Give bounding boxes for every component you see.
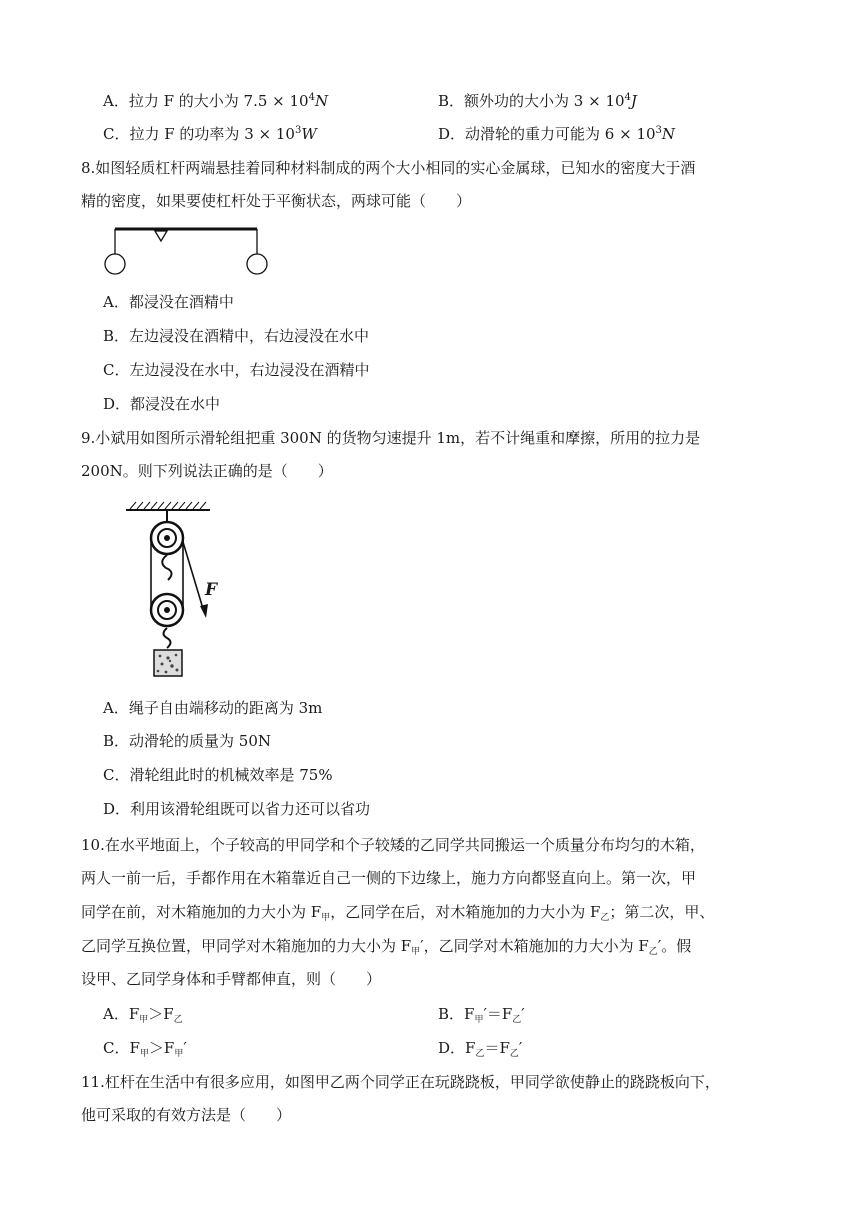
q11-stem-line-1: 11.杠杆在生活中有很多应用，如图甲乙两个同学正在玩跷跷板，甲同学欲使静止的跷跷板向下， — [81, 1073, 720, 1091]
q8-option-b: B．左边浸没在酒精中，右边浸没在水中 — [103, 327, 370, 345]
q7-option-a: A．拉力 F 的大小为 $7.5 \times 10^4N$ — [103, 92, 329, 110]
q8-lever-figure — [100, 222, 275, 278]
q9-option-d: D．利用该滑轮组既可以省力还可以省功 — [103, 800, 371, 818]
q9-force-label: F — [205, 580, 218, 600]
q10-stem-line-3: 同学在前，对木箱施加的力大小为 $F_甲$，乙同学在后，对木箱施加的力大小为 $F_乙$；第二次，甲、 — [81, 903, 715, 923]
q7-option-b: B．额外功的大小为 $3 \times 10^4J$ — [438, 92, 637, 110]
q11-stem-line-2: 他可采取的有效方法是（ ） — [81, 1106, 292, 1124]
q10-option-b: B．$F_甲'=F_乙'$ — [438, 1005, 525, 1025]
q9-stem-line-1: 9.小斌用如图所示滑轮组把重 300N 的货物匀速提升 1m，若不计绳重和摩擦，所用的拉力是 — [81, 429, 701, 447]
q9-stem-line-2: 200N。则下列说法正确的是（ ） — [81, 462, 333, 480]
q10-stem-line-2: 两人一前一后，手都作用在木箱靠近自己一侧的下边缘上，施力方向都竖直向上。第一次，甲 — [81, 869, 697, 887]
q10-option-a: A．$F_甲>F_乙$ — [103, 1005, 183, 1025]
q7-option-d: D．动滑轮的重力可能为 $6 \times 10^3N$ — [438, 125, 676, 143]
q9-option-b: B．动滑轮的质量为 50N — [103, 732, 272, 750]
q8-stem-line-2: 精的密度，如果要使杠杆处于平衡状态，两球可能（ ） — [81, 192, 472, 210]
q10-option-d: D．$F_乙=F_乙'$ — [438, 1039, 523, 1059]
q10-stem-line-4: 乙同学互换位置，甲同学对木箱施加的力大小为 $F_甲'$，乙同学对木箱施加的力大小为 $F_乙'$。假 — [81, 937, 692, 957]
q8-stem-line-1: 8.如图轻质杠杆两端悬挂着同种材料制成的两个大小相同的实心金属球，已知水的密度大于酒 — [81, 159, 696, 177]
q7-option-c: C．拉力 F 的功率为 $3 \times 10^3W$ — [103, 125, 317, 143]
q9-option-a: A．绳子自由端移动的距离为 3m — [103, 699, 323, 717]
q10-option-c: C．$F_甲>F_甲'$ — [103, 1039, 187, 1059]
q8-option-c: C．左边浸没在水中，右边浸没在酒精中 — [103, 361, 370, 379]
q10-stem-line-5: 设甲、乙同学身体和手臂都伸直，则（ ） — [81, 970, 382, 988]
q8-option-a: A．都浸没在酒精中 — [103, 293, 234, 311]
q9-option-c: C．滑轮组此时的机械效率是 75% — [103, 766, 333, 784]
q10-stem-line-1: 10.在水平地面上，个子较高的甲同学和个子较矮的乙同学共同搬运一个质量分布均匀的木箱， — [81, 836, 705, 854]
q8-option-d: D．都浸没在水中 — [103, 395, 221, 413]
